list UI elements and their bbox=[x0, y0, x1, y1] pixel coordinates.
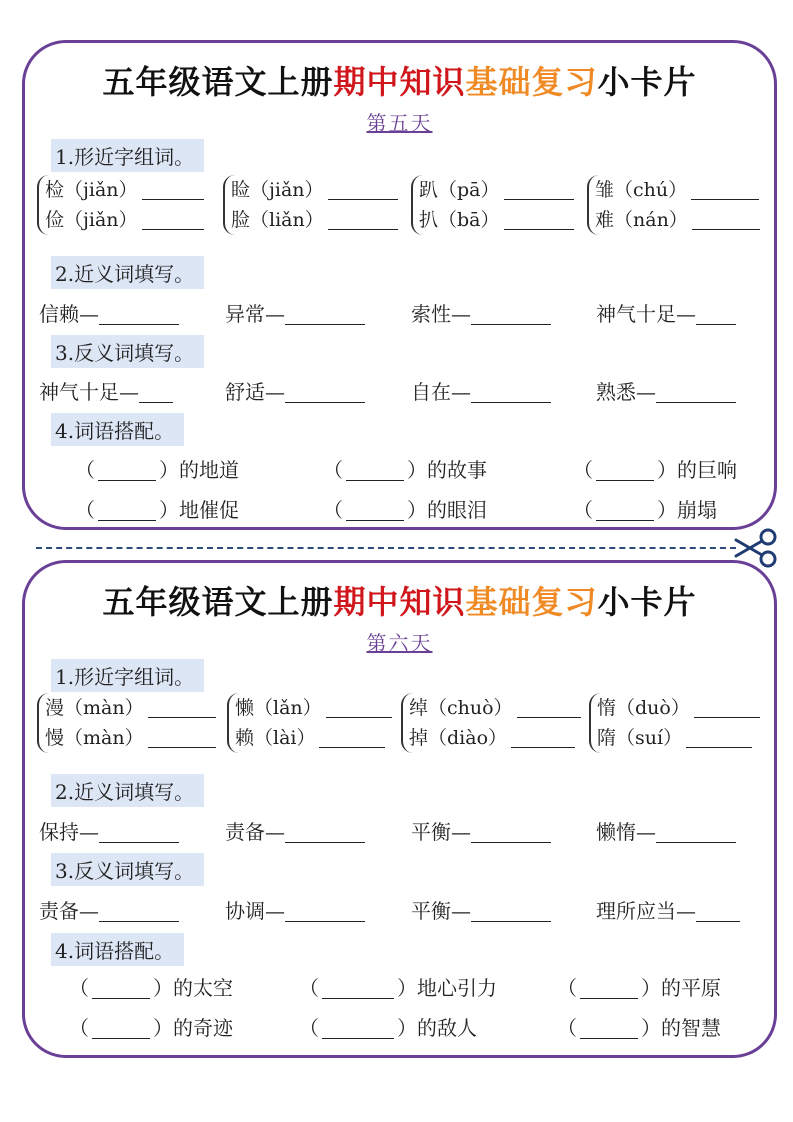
answer-blank[interactable] bbox=[285, 900, 365, 922]
answer-blank[interactable] bbox=[148, 698, 216, 718]
answer-blank[interactable] bbox=[580, 1019, 638, 1039]
answer-blank[interactable] bbox=[98, 461, 156, 481]
answer-blank[interactable] bbox=[696, 303, 736, 325]
answer-blank[interactable] bbox=[692, 210, 760, 230]
review-card-day5 bbox=[22, 40, 777, 530]
answer-blank[interactable] bbox=[328, 210, 398, 230]
answer-blank[interactable] bbox=[92, 979, 150, 999]
cut-line bbox=[36, 547, 736, 549]
answer-blank[interactable] bbox=[322, 979, 394, 999]
collocation-item: （ ）地催促 bbox=[75, 498, 239, 522]
answer-blank[interactable] bbox=[471, 381, 551, 403]
card-title: 五年级语文上册期中知识基础复习小卡片 bbox=[102, 583, 697, 621]
answer-blank[interactable] bbox=[346, 501, 404, 521]
answer-blank[interactable] bbox=[504, 210, 574, 230]
answer-blank[interactable] bbox=[656, 821, 736, 843]
answer-blank[interactable] bbox=[142, 180, 204, 200]
day-label: 第六天 bbox=[366, 631, 433, 655]
answer-blank[interactable] bbox=[285, 381, 365, 403]
answer-blank[interactable] bbox=[346, 461, 404, 481]
day-label: 第五天 bbox=[366, 111, 433, 135]
char-pair-group: 惰（duò） 隋（suí） bbox=[589, 693, 760, 753]
answer-blank[interactable] bbox=[696, 900, 740, 922]
answer-blank[interactable] bbox=[471, 900, 551, 922]
answer-blank[interactable] bbox=[98, 501, 156, 521]
char-pair-group: 漫（màn） 慢（màn） bbox=[37, 693, 216, 753]
char-pair-group: 雏（chú） 难（nán） bbox=[587, 175, 760, 235]
section-heading-similar-chars: 1.形近字组词。 bbox=[51, 659, 204, 692]
answer-blank[interactable] bbox=[99, 821, 179, 843]
answer-blank[interactable] bbox=[656, 381, 736, 403]
antonym-row: 责备— 协调— 平衡— 理所应当— bbox=[39, 895, 764, 927]
antonym-row: 神气十足— 舒适— 自在— 熟悉— bbox=[39, 376, 764, 408]
collocation-item: （ ）的敌人 bbox=[299, 1016, 477, 1040]
answer-blank[interactable] bbox=[580, 979, 638, 999]
synonym-row: 保持— 责备— 平衡— 懒惰— bbox=[39, 816, 764, 848]
section-heading-similar-chars: 1.形近字组词。 bbox=[51, 139, 204, 172]
collocation-item: （ ）的平原 bbox=[557, 976, 721, 1000]
answer-blank[interactable] bbox=[596, 501, 654, 521]
answer-blank[interactable] bbox=[511, 728, 575, 748]
collocation-item: （ ）的地道 bbox=[75, 458, 239, 482]
collocation-item: （ ）的故事 bbox=[323, 458, 487, 482]
answer-blank[interactable] bbox=[326, 698, 392, 718]
card-title: 五年级语文上册期中知识基础复习小卡片 bbox=[102, 63, 697, 101]
synonym-row: 信赖— 异常— 索性— 神气十足— bbox=[39, 298, 764, 330]
char-pair-group: 绰（chuò） 掉（diào） bbox=[401, 693, 581, 753]
answer-blank[interactable] bbox=[328, 180, 398, 200]
section-heading-antonyms: 3.反义词填写。 bbox=[51, 853, 204, 886]
answer-blank[interactable] bbox=[686, 728, 752, 748]
char-pair-group: 睑（jiǎn） 脸（liǎn） bbox=[223, 175, 398, 235]
answer-blank[interactable] bbox=[694, 698, 760, 718]
collocation-item: （ ）的奇迹 bbox=[69, 1016, 233, 1040]
answer-blank[interactable] bbox=[322, 1019, 394, 1039]
answer-blank[interactable] bbox=[99, 303, 179, 325]
char-pair-group: 懒（lǎn） 赖（lài） bbox=[227, 693, 392, 753]
collocation-item: （ ）的巨响 bbox=[573, 458, 737, 482]
answer-blank[interactable] bbox=[471, 821, 551, 843]
answer-blank[interactable] bbox=[691, 180, 759, 200]
collocation-item: （ ）的智慧 bbox=[557, 1016, 721, 1040]
section-heading-antonyms: 3.反义词填写。 bbox=[51, 335, 204, 368]
answer-blank[interactable] bbox=[517, 698, 581, 718]
answer-blank[interactable] bbox=[319, 728, 385, 748]
char-pair-group: 检（jiǎn） 俭（jiǎn） bbox=[37, 175, 204, 235]
answer-blank[interactable] bbox=[92, 1019, 150, 1039]
section-heading-collocation: 4.词语搭配。 bbox=[51, 933, 184, 966]
collocation-item: （ ）地心引力 bbox=[299, 976, 497, 1000]
answer-blank[interactable] bbox=[504, 180, 574, 200]
answer-blank[interactable] bbox=[139, 381, 173, 403]
answer-blank[interactable] bbox=[471, 303, 551, 325]
answer-blank[interactable] bbox=[148, 728, 216, 748]
review-card-day6 bbox=[22, 560, 777, 1058]
answer-blank[interactable] bbox=[285, 303, 365, 325]
section-heading-collocation: 4.词语搭配。 bbox=[51, 413, 184, 446]
collocation-item: （ ）的眼泪 bbox=[323, 498, 487, 522]
collocation-item: （ ）的太空 bbox=[69, 976, 233, 1000]
char-pair-group: 趴（pā） 扒（bā） bbox=[411, 175, 574, 235]
answer-blank[interactable] bbox=[99, 900, 179, 922]
answer-blank[interactable] bbox=[142, 210, 204, 230]
section-heading-synonyms: 2.近义词填写。 bbox=[51, 256, 204, 289]
answer-blank[interactable] bbox=[596, 461, 654, 481]
answer-blank[interactable] bbox=[285, 821, 365, 843]
collocation-item: （ ）崩塌 bbox=[573, 498, 717, 522]
section-heading-synonyms: 2.近义词填写。 bbox=[51, 774, 204, 807]
